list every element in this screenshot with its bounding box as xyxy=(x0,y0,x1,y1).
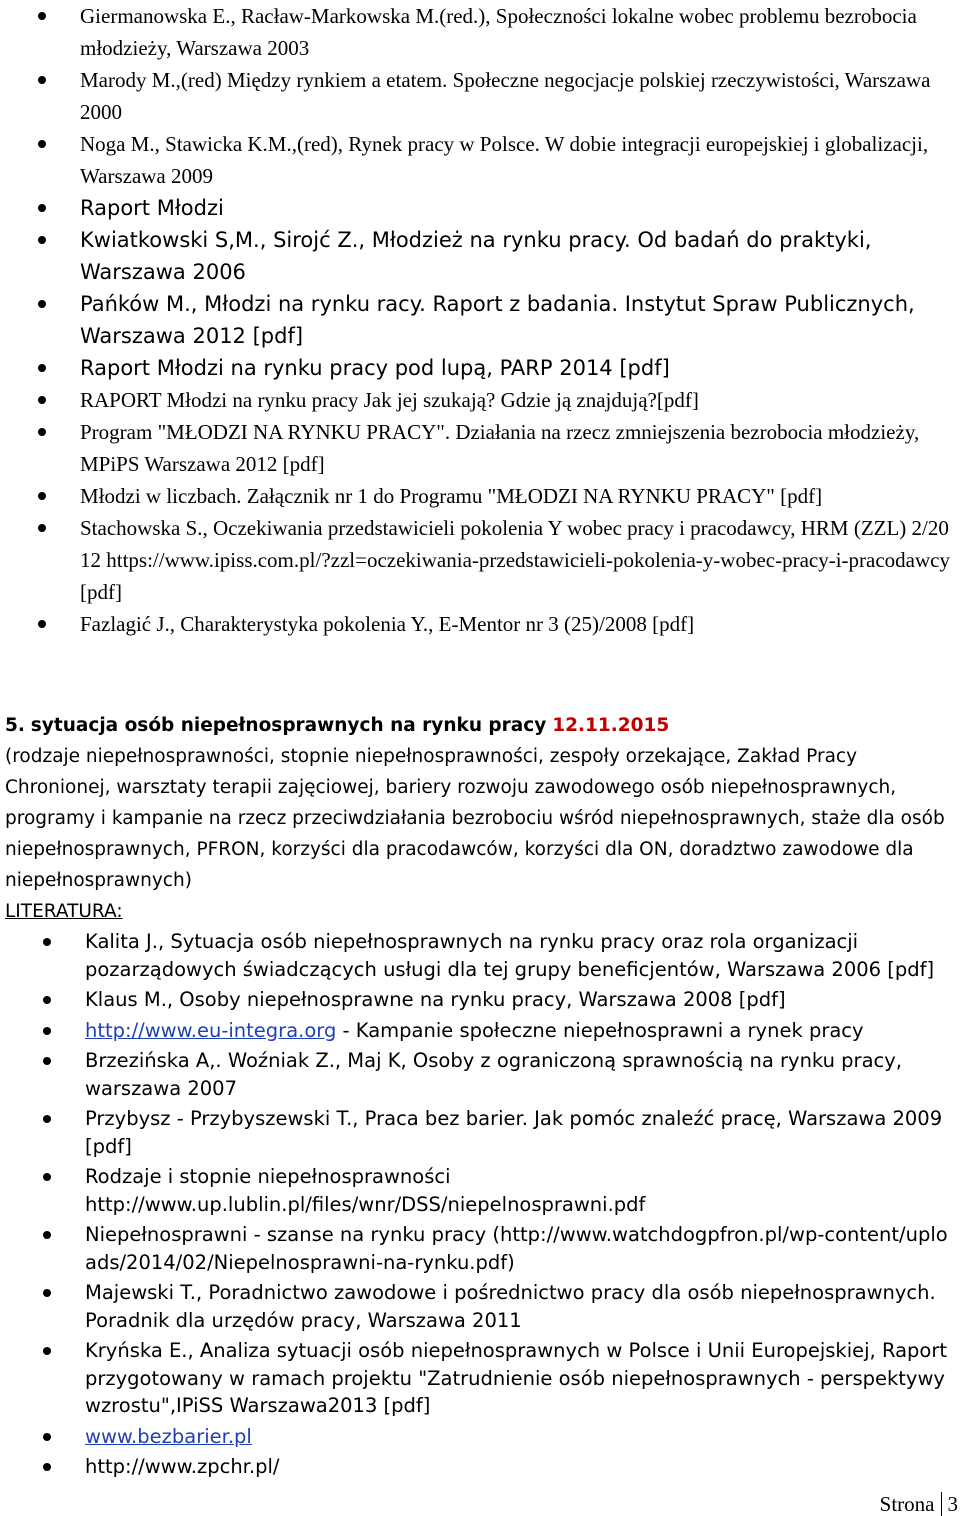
list-item: Rodzaje i stopnie niepełnosprawności http://www.up.lublin.pl/files/wnr/DSS/niepelnosprawni.pdf xyxy=(0,1163,960,1218)
bullet-icon xyxy=(38,524,46,532)
section-number: 5. xyxy=(5,715,25,736)
bullet-icon xyxy=(38,428,46,436)
list-item: http://www.eu-integra.org - Kampanie społeczne niepełnosprawni a rynek pracy xyxy=(0,1017,960,1045)
bibliography-list-disabled xyxy=(0,928,960,1484)
bullet-icon xyxy=(43,1115,51,1123)
bullet-icon xyxy=(43,938,51,946)
bullet-icon xyxy=(38,12,46,20)
bullet-icon xyxy=(38,140,46,148)
bullet-icon xyxy=(38,236,46,244)
bibliography-list-youth xyxy=(0,0,960,640)
list-item: Przybysz - Przybyszewski T., Praca bez barier. Jak pomóc znaleźć pracę, Warszawa 2009 [pdf] xyxy=(0,1105,960,1160)
bullet-icon xyxy=(43,1347,51,1355)
bullet-icon xyxy=(43,1173,51,1181)
list-item: Raport Młodzi xyxy=(0,192,960,224)
list-item: RAPORT Młodzi na rynku pracy Jak jej szukają? Gdzie ją znajdują?[pdf] xyxy=(0,384,960,416)
bullet-icon xyxy=(38,396,46,404)
list-item: Raport Młodzi na rynku pracy pod lupą, PARP 2014 [pdf] xyxy=(0,352,960,384)
list-item: Program "MŁODZI NA RYNKU PRACY". Działania na rzecz zmniejszenia bezrobocia młodzieży, MPiPS Warszawa 2012 [pdf] xyxy=(0,416,960,480)
section-date: 12.11.2015 xyxy=(552,715,670,736)
list-item xyxy=(0,1423,960,1451)
page-number: 3 xyxy=(947,1492,958,1516)
page-footer xyxy=(880,1492,958,1516)
list-item: Majewski T., Poradnictwo zawodowe i pośrednictwo pracy dla osób niepełnosprawnych. Poradnik dla urzędów pracy, Warszawa 2011 xyxy=(0,1279,960,1334)
bullet-icon xyxy=(38,204,46,212)
list-item: Kwiatkowski S,M., Sirojć Z., Młodzież na rynku pracy. Od badań do praktyki, Warszawa 2006 xyxy=(0,224,960,288)
footer-separator xyxy=(941,1492,942,1516)
bullet-icon xyxy=(38,620,46,628)
eu-integra-link[interactable]: http://www.eu-integra.org xyxy=(85,1018,337,1042)
bullet-icon xyxy=(38,492,46,500)
bullet-icon xyxy=(38,300,46,308)
list-item: Marody M.,(red) Między rynkiem a etatem. Społeczne negocjacje polskiej rzeczywistości, Warszawa 2000 xyxy=(0,64,960,128)
list-item: Noga M., Stawicka K.M.,(red), Rynek pracy w Polsce. W dobie integracji europejskiej i globalizacji, Warszawa 2009 xyxy=(0,128,960,192)
bullet-icon xyxy=(43,1289,51,1297)
list-item: Fazlagić J., Charakterystyka pokolenia Y., E-Mentor nr 3 (25)/2008 [pdf] xyxy=(0,608,960,640)
list-item: http://www.zpchr.pl/ xyxy=(0,1453,960,1481)
bullet-icon xyxy=(43,1231,51,1239)
bullet-icon xyxy=(43,1027,51,1035)
list-item: Niepełnosprawni - szanse na rynku pracy (http://www.watchdogpfron.pl/wp-content/uploads/2014/02/Niepelnosprawni-na-rynku.pdf) xyxy=(0,1221,960,1276)
list-item: Kryńska E., Analiza sytuacji osób niepełnosprawnych w Polsce i Unii Europejskiej, Raport przygotowany w ramach projektu "Zatrudnienie osób niepełnosprawnych - perspektywy wzrostu",IPiSS Warszawa2013 [pdf] xyxy=(0,1337,960,1420)
list-item: Młodzi w liczbach. Załącznik nr 1 do Programu "MŁODZI NA RYNKU PRACY" [pdf] xyxy=(0,480,960,512)
literature-label: LITERATURA: xyxy=(5,901,123,922)
bullet-icon xyxy=(38,364,46,372)
footer-label: Strona xyxy=(879,1492,935,1516)
list-item: Kalita J., Sytuacja osób niepełnosprawnych na rynku pracy oraz rola organizacji pozarządowych świadczących usługi dla tej grupy beneficjentów, Warszawa 2006 [pdf] xyxy=(0,928,960,983)
section-disabled-people xyxy=(5,710,955,927)
list-item: Klaus M., Osoby niepełnosprawne na rynku pracy, Warszawa 2008 [pdf] xyxy=(0,986,960,1014)
section-title: sytuacja osób niepełnosprawnych na rynku pracy xyxy=(30,715,547,736)
section-heading xyxy=(5,710,955,741)
section-description: (rodzaje niepełnosprawności, stopnie niepełnosprawności, zespoły orzekające, Zakład Pracy Chronionej, warsztaty terapii zajęciowej, bariery rozwoju zawodowego osób niepełnosprawnych, programy i kampanie na rzecz przeciwdziałania bezrobociu wśród niepełnosprawnych, staże dla osób niepełnosprawnych, PFRON, korzyści dla pracodawców, korzyści dla ON, doradztwo zawodowe dla niepełnosprawnych) xyxy=(5,746,945,891)
list-item: Giermanowska E., Racław-Markowska M.(red.), Społeczności lokalne wobec problemu bezrobocia młodzieży, Warszawa 2003 xyxy=(0,0,960,64)
bezbarier-link[interactable]: www.bezbarier.pl xyxy=(85,1424,252,1448)
list-item: Stachowska S., Oczekiwania przedstawicieli pokolenia Y wobec pracy i pracodawcy, HRM (ZZL) 2/2012 https://www.ipiss.com.pl/?zzl=oczekiwania-przedstawicieli-pokolenia-y-wobec-pracy-i-pracodawcy [pdf] xyxy=(0,512,960,608)
list-item: Brzezińska A,. Woźniak Z., Maj K, Osoby z ograniczoną sprawnością na rynku pracy, warszawa 2007 xyxy=(0,1047,960,1102)
list-item: Pańków M., Młodzi na rynku racy. Raport z badania. Instytut Spraw Publicznych, Warszawa 2012 [pdf] xyxy=(0,288,960,352)
bullet-icon xyxy=(43,1057,51,1065)
bullet-icon xyxy=(43,1463,51,1471)
bullet-icon xyxy=(43,1433,51,1441)
bullet-icon xyxy=(38,76,46,84)
bullet-icon xyxy=(43,996,51,1004)
